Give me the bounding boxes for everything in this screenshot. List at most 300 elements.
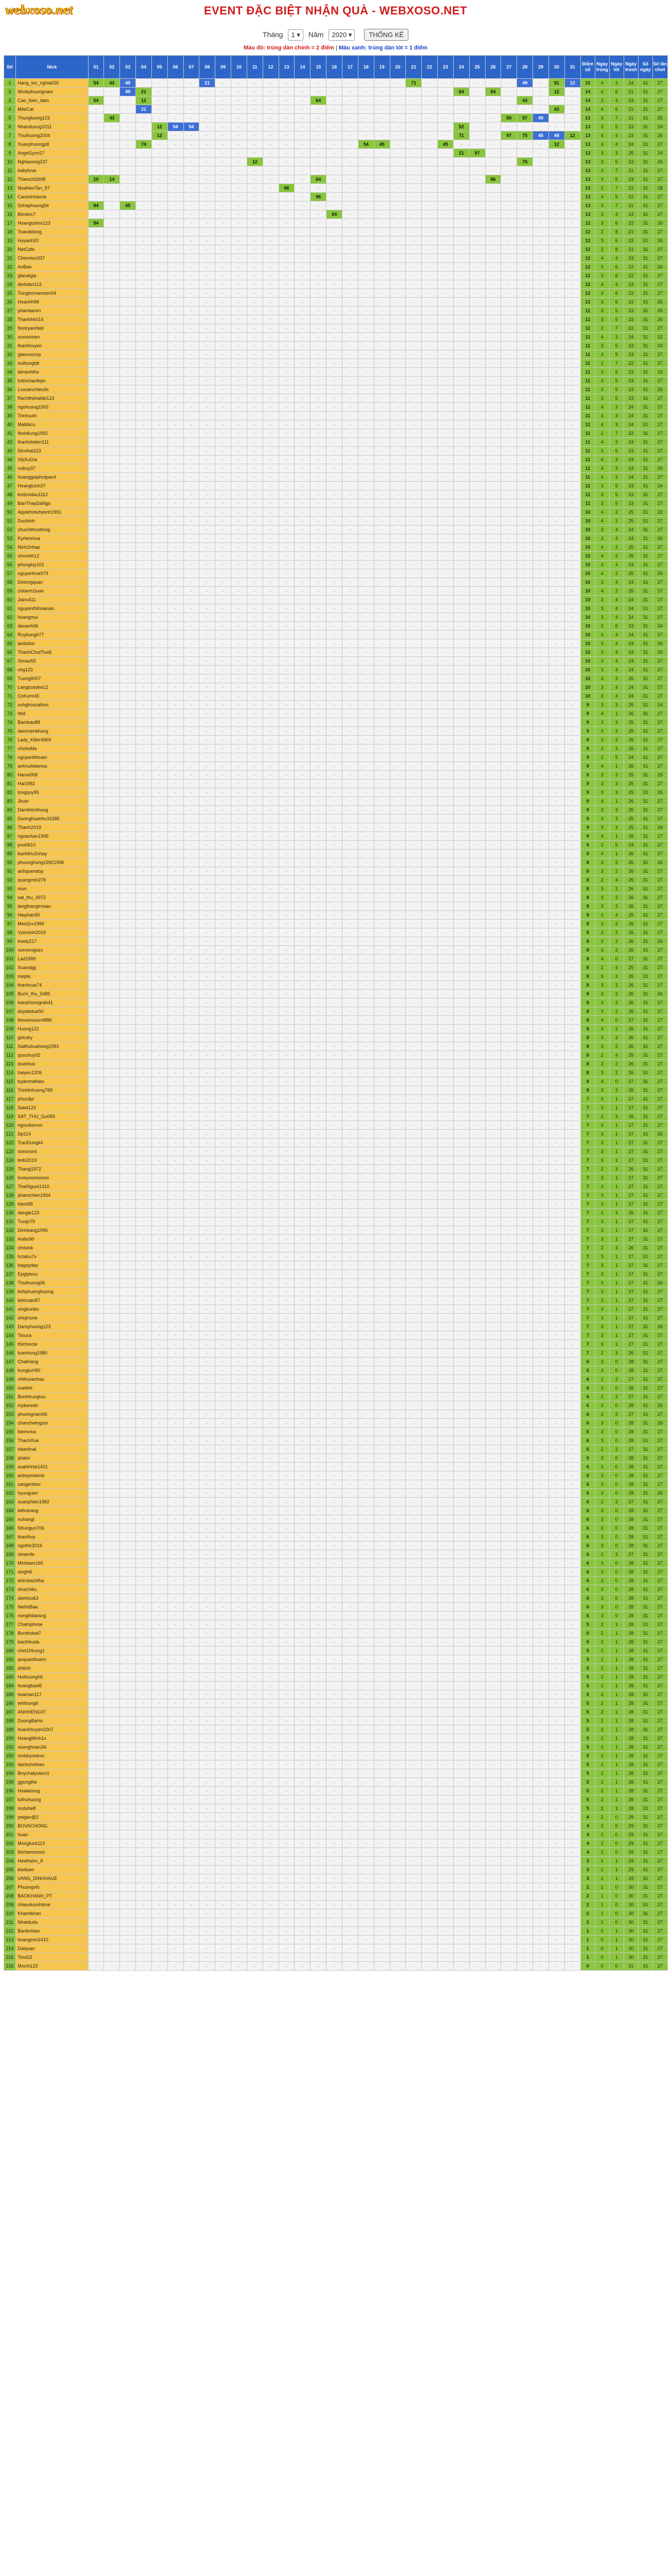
user-nick[interactable]: NetCafe	[16, 245, 88, 254]
day-cell: -	[438, 736, 454, 744]
row-index: 102	[4, 963, 16, 972]
user-nick[interactable]: Ductrinh	[16, 517, 88, 526]
day-cell: -	[501, 88, 517, 96]
user-nick[interactable]: SAT_THU_Gu069	[16, 1112, 88, 1121]
day-cell: -	[358, 1147, 374, 1156]
summary-cell: 2	[595, 753, 609, 762]
user-nick[interactable]: VipXuGia	[16, 455, 88, 464]
user-nick[interactable]: MiteCat	[16, 105, 88, 114]
row-index: 70	[4, 683, 16, 692]
day-cell: -	[438, 587, 454, 596]
user-nick[interactable]: lanbidoc	[16, 639, 88, 648]
user-nick[interactable]: NoaNeoTan_87	[16, 184, 88, 193]
day-cell: -	[151, 692, 167, 701]
day-cell: -	[120, 990, 136, 998]
day-cell: -	[231, 569, 247, 578]
day-cell: -	[247, 88, 263, 96]
day-cell: -	[263, 850, 279, 858]
user-nick[interactable]: kvdzvidau1112	[16, 490, 88, 499]
day-cell: -	[533, 850, 549, 858]
day-cell: -	[295, 963, 311, 972]
user-nick[interactable]: Vyeminh2019	[16, 928, 88, 937]
day-cell: -	[88, 342, 104, 350]
user-nick[interactable]: Saiat123	[16, 1104, 88, 1112]
day-cell: -	[326, 963, 342, 972]
day-cell: -	[326, 850, 342, 858]
day-cell: -	[358, 587, 374, 596]
day-cell: -	[564, 158, 580, 166]
day-cell: -	[390, 736, 406, 744]
day-cell: -	[295, 1069, 311, 1077]
day-cell: -	[342, 867, 358, 876]
day-cell: -	[517, 1069, 533, 1077]
day-cell: -	[438, 1112, 454, 1121]
day-cell: -	[183, 412, 199, 420]
user-nick[interactable]: banhthu2nhay	[16, 850, 88, 858]
user-nick[interactable]: nonononl	[16, 1147, 88, 1156]
day-cell: -	[120, 447, 136, 455]
user-nick[interactable]: phamtamm	[16, 307, 88, 315]
user-nick[interactable]: Lady_Killer4969	[16, 736, 88, 744]
day-cell: 49	[120, 79, 136, 88]
day-cell: -	[88, 499, 104, 508]
user-nick[interactable]: nubuy37	[16, 464, 88, 473]
day-cell: -	[311, 1086, 326, 1095]
user-nick[interactable]: AnBao	[16, 263, 88, 272]
score-cell: 10	[580, 666, 595, 674]
user-nick[interactable]: Nhanduong1011	[16, 123, 88, 131]
user-nick[interactable]: Hanoi068	[16, 771, 88, 779]
month-select[interactable]	[288, 29, 303, 41]
user-nick[interactable]: Cao_bien_dam	[16, 96, 88, 105]
col-header-day: 14	[295, 56, 311, 79]
user-nick[interactable]: xuhghoscathoc	[16, 701, 88, 709]
table-row	[4, 744, 667, 753]
day-cell: -	[390, 771, 406, 779]
user-nick[interactable]: langthangtrnsau	[16, 902, 88, 911]
table-row	[4, 245, 667, 254]
user-nick[interactable]: mepla	[16, 972, 88, 981]
user-nick[interactable]: hbd	[16, 709, 88, 718]
day-cell: -	[422, 298, 438, 307]
summary-cell: 27	[652, 490, 667, 499]
day-cell: -	[167, 1016, 183, 1025]
user-nick[interactable]: tuyenmahieu	[16, 1077, 88, 1086]
day-cell: -	[120, 219, 136, 228]
day-cell: -	[358, 1016, 374, 1025]
user-nick[interactable]: BanThayDaNgo	[16, 499, 88, 508]
day-cell: -	[183, 490, 199, 499]
user-nick[interactable]: nguyenhue979	[16, 569, 88, 578]
day-cell: -	[199, 315, 215, 324]
user-nick[interactable]: vhg123	[16, 666, 88, 674]
day-cell: -	[501, 394, 517, 403]
user-nick[interactable]: quangmin279	[16, 876, 88, 885]
day-cell: -	[199, 526, 215, 534]
day-cell: -	[311, 569, 326, 578]
day-cell: -	[342, 569, 358, 578]
user-nick[interactable]: giaovuoxsp	[16, 350, 88, 359]
day-cell: -	[564, 123, 580, 131]
day-cell: -	[263, 823, 279, 832]
summary-cell: 3	[595, 447, 609, 455]
user-nick[interactable]: Tuong0007	[16, 674, 88, 683]
day-cell: -	[215, 333, 231, 342]
user-nick[interactable]: Thuthuong2004	[16, 131, 88, 140]
day-cell: -	[342, 657, 358, 666]
day-cell: -	[422, 517, 438, 526]
day-cell: -	[247, 517, 263, 526]
day-cell: -	[263, 981, 279, 990]
user-nick[interactable]: Loxuenchieu9x	[16, 385, 88, 394]
day-cell: -	[88, 1025, 104, 1033]
day-cell: -	[104, 604, 120, 613]
table-row	[4, 569, 667, 578]
day-cell: -	[279, 228, 295, 236]
day-cell: -	[295, 937, 311, 946]
day-cell: -	[342, 263, 358, 272]
user-nick[interactable]: Huong122	[16, 1025, 88, 1033]
day-cell: -	[564, 350, 580, 359]
day-cell: -	[517, 657, 533, 666]
day-cell: -	[215, 490, 231, 499]
day-cell: -	[104, 219, 120, 228]
user-nick[interactable]: ngocdiemvn	[16, 1121, 88, 1130]
day-cell: -	[120, 771, 136, 779]
user-nick[interactable]: Huyanh20	[16, 236, 88, 245]
user-nick[interactable]: duydeduaS0	[16, 1007, 88, 1016]
day-cell: -	[247, 561, 263, 569]
day-cell: -	[136, 201, 152, 210]
user-nick[interactable]: Saithuhuahong1991	[16, 1042, 88, 1051]
day-cell: -	[88, 324, 104, 333]
summary-cell: 25	[624, 508, 638, 517]
day-cell: -	[215, 534, 231, 543]
day-cell: -	[151, 604, 167, 613]
summary-cell: 5	[609, 307, 624, 315]
day-cell: -	[183, 1086, 199, 1095]
user-nick[interactable]: proi0610	[16, 841, 88, 850]
col-header-summary: Số lần chơi	[652, 56, 667, 79]
user-nick[interactable]: huihungtdt	[16, 359, 88, 368]
day-cell: -	[374, 727, 390, 736]
user-nick[interactable]: Buch_thu_5485	[16, 990, 88, 998]
user-nick[interactable]: phungluy101	[16, 561, 88, 569]
user-nick[interactable]: CoKuHr45	[16, 692, 88, 701]
day-cell: -	[517, 228, 533, 236]
day-cell: -	[453, 166, 469, 175]
user-nick[interactable]: Duonghuanhu16385	[16, 815, 88, 823]
day-cell: -	[533, 1042, 549, 1051]
user-nick[interactable]: Thanh2019	[16, 823, 88, 832]
day-cell: -	[469, 569, 485, 578]
user-nick[interactable]: Cauminhanne	[16, 193, 88, 201]
day-cell: -	[342, 902, 358, 911]
user-nick[interactable]: tranphonngrab41	[16, 998, 88, 1007]
user-nick[interactable]: giacatgia	[16, 272, 88, 280]
day-cell: -	[215, 1130, 231, 1139]
user-nick[interactable]: Toandidong	[16, 228, 88, 236]
user-nick[interactable]: mun	[16, 885, 88, 893]
user-nick[interactable]: Chinnhoc937	[16, 254, 88, 263]
user-nick[interactable]: thanhcue74	[16, 981, 88, 990]
summary-cell: 31	[638, 736, 652, 744]
day-cell: -	[311, 482, 326, 490]
day-cell: -	[88, 508, 104, 517]
user-nick[interactable]: dinhdan113	[16, 280, 88, 289]
day-cell: -	[263, 1042, 279, 1051]
row-index: 97	[4, 920, 16, 928]
day-cell: -	[453, 604, 469, 613]
day-cell: -	[199, 1139, 215, 1147]
day-cell: -	[548, 342, 564, 350]
day-cell: -	[390, 850, 406, 858]
day-cell: -	[231, 762, 247, 771]
user-nick[interactable]: bobi2019	[16, 1156, 88, 1165]
user-nick[interactable]: Lad1999	[16, 955, 88, 963]
day-cell: -	[390, 815, 406, 823]
day-cell: -	[517, 1051, 533, 1060]
day-cell: -	[263, 806, 279, 815]
user-nick[interactable]: anhquendop	[16, 867, 88, 876]
user-nick[interactable]: thanhdotien111	[16, 438, 88, 447]
day-cell: -	[358, 876, 374, 885]
user-nick[interactable]: Bimdoc7	[16, 210, 88, 219]
day-cell: -	[295, 280, 311, 289]
summary-cell: 5	[609, 385, 624, 394]
summary-cell: 31	[638, 245, 652, 254]
user-nick[interactable]: Jhuin	[16, 797, 88, 806]
day-cell: -	[151, 219, 167, 228]
day-cell: -	[151, 175, 167, 184]
user-nick[interactable]: Applehotuhyenh1991	[16, 508, 88, 517]
day-cell: -	[533, 149, 549, 158]
user-nick[interactable]: Jianv411	[16, 596, 88, 604]
user-nick[interactable]: Kyrtenmua	[16, 534, 88, 543]
user-nick[interactable]: Bambao88	[16, 718, 88, 727]
day-cell: -	[136, 613, 152, 622]
day-cell: 64	[311, 175, 326, 184]
day-cell: -	[263, 736, 279, 744]
row-index: 46	[4, 473, 16, 482]
user-nick[interactable]: duvkhuo	[16, 1060, 88, 1069]
day-cell: -	[564, 245, 580, 254]
day-cell: -	[215, 674, 231, 683]
site-logo[interactable]: webxoso.net	[5, 2, 73, 17]
user-nick[interactable]: Hoanhh98	[16, 298, 88, 307]
day-cell: -	[406, 981, 422, 990]
score-cell: 11	[580, 499, 595, 508]
day-cell: -	[88, 412, 104, 420]
user-nick[interactable]: dannnenkhung	[16, 727, 88, 736]
day-cell: -	[263, 639, 279, 648]
day-cell: -	[199, 368, 215, 377]
user-nick[interactable]: Hiephan90	[16, 911, 88, 920]
user-nick[interactable]: nguyenthhuan	[16, 753, 88, 762]
day-cell: -	[564, 876, 580, 885]
year-select[interactable]	[329, 29, 355, 41]
user-nick[interactable]: Angel1ynn27	[16, 149, 88, 158]
day-cell: -	[469, 876, 485, 885]
day-cell: -	[485, 1139, 501, 1147]
user-nick[interactable]: ThanhChutTiva5	[16, 648, 88, 657]
day-cell: 64	[453, 88, 469, 96]
user-nick[interactable]: ngoanhan1995	[16, 832, 88, 841]
summary-cell: 3	[595, 123, 609, 131]
day-cell: -	[311, 692, 326, 701]
day-cell: -	[358, 175, 374, 184]
day-cell: -	[358, 902, 374, 911]
user-nick[interactable]: Rachthehatde123	[16, 394, 88, 403]
table-row	[4, 622, 667, 631]
table-row	[4, 482, 667, 490]
day-cell: -	[247, 823, 263, 832]
user-nick[interactable]: longquy95	[16, 788, 88, 797]
user-nick[interactable]: Dinohai223	[16, 447, 88, 455]
row-index: 78	[4, 753, 16, 762]
user-nick[interactable]: phucdpi	[16, 1095, 88, 1104]
day-cell: -	[104, 455, 120, 464]
user-nick[interactable]: nhohoMe	[16, 744, 88, 753]
summary-cell: 31	[638, 613, 652, 622]
day-cell: -	[231, 123, 247, 131]
user-nick[interactable]: Hang_loc_nghia025	[16, 79, 88, 88]
user-nick[interactable]: Meo2cv1999	[16, 920, 88, 928]
day-cell: -	[469, 307, 485, 315]
user-nick[interactable]: Nooryanhkid	[16, 324, 88, 333]
day-cell: -	[438, 88, 454, 96]
user-nick[interactable]: chuchithooltong	[16, 526, 88, 534]
user-nick[interactable]: Ninh2nhap	[16, 543, 88, 552]
day-cell: -	[390, 552, 406, 561]
day-cell: -	[183, 604, 199, 613]
day-cell: -	[358, 88, 374, 96]
user-nick[interactable]: thanhhuyen	[16, 342, 88, 350]
user-nick[interactable]: tienanhths	[16, 368, 88, 377]
user-nick[interactable]: nunnongsex	[16, 946, 88, 955]
summary-cell: 3	[595, 175, 609, 184]
user-nick[interactable]: Mabbicu	[16, 420, 88, 429]
summary-cell: 27	[652, 359, 667, 368]
day-cell: -	[564, 184, 580, 193]
user-nick[interactable]: deoanh96	[16, 622, 88, 631]
day-cell: -	[374, 473, 390, 482]
user-nick[interactable]: Simao55	[16, 657, 88, 666]
user-nick[interactable]: Thungluong123	[16, 114, 88, 123]
user-nick[interactable]: ngohuong1502	[16, 403, 88, 412]
day-cell: -	[279, 429, 295, 438]
summary-cell: 5	[609, 158, 624, 166]
user-nick[interactable]: Thienchi2608	[16, 175, 88, 184]
row-index: 73	[4, 709, 16, 718]
user-nick[interactable]: vhoneth12	[16, 552, 88, 561]
user-nick[interactable]: Nhokphuongnam	[16, 88, 88, 96]
user-nick[interactable]: nguyenthihoaluan	[16, 604, 88, 613]
day-cell: -	[104, 1086, 120, 1095]
user-nick[interactable]: hoanggiaphutpan4	[16, 473, 88, 482]
user-nick[interactable]: Damthtmthung	[16, 806, 88, 815]
summary-cell: 27	[652, 105, 667, 114]
user-nick[interactable]: quochuy92	[16, 1051, 88, 1060]
day-cell: -	[311, 604, 326, 613]
day-cell: -	[406, 254, 422, 263]
day-cell: -	[390, 420, 406, 429]
day-cell: -	[501, 674, 517, 683]
day-cell: -	[104, 96, 120, 105]
user-nick[interactable]: TranDungk4	[16, 1139, 88, 1147]
summary-cell: 3	[609, 473, 624, 482]
user-nick[interactable]: Tungtonnamson04	[16, 289, 88, 298]
day-cell: -	[485, 490, 501, 499]
user-nick[interactable]: tuttochaofeps	[16, 377, 88, 385]
user-nick[interactable]: Trinhtrihuong789	[16, 1086, 88, 1095]
day-cell: -	[215, 420, 231, 429]
day-cell: -	[533, 88, 549, 96]
user-nick[interactable]: Xuandgg	[16, 963, 88, 972]
user-nick[interactable]: haiyen1209	[16, 1069, 88, 1077]
user-nick[interactable]: chitanh1luan	[16, 587, 88, 596]
user-nick[interactable]: Dp114	[16, 1130, 88, 1139]
user-nick[interactable]: Thanhhk014	[16, 315, 88, 324]
user-nick[interactable]: Dotongquan	[16, 578, 88, 587]
day-cell: -	[485, 692, 501, 701]
day-cell: -	[374, 797, 390, 806]
day-cell: -	[342, 272, 358, 280]
day-cell: -	[120, 96, 136, 105]
user-nick[interactable]: Sshaphuong94	[16, 201, 88, 210]
day-cell: -	[136, 718, 152, 727]
user-nick[interactable]: Hoangtuhmi123	[16, 219, 88, 228]
day-cell: -	[231, 105, 247, 114]
user-nick[interactable]: tnedy217	[16, 937, 88, 946]
user-nick[interactable]: hoangmui	[16, 613, 88, 622]
user-nick[interactable]: xoxoximen	[16, 333, 88, 342]
user-nick[interactable]: sat_thu_4972	[16, 893, 88, 902]
stat-button[interactable]: THỐNG KÊ	[364, 29, 408, 41]
user-nick[interactable]: girlcdry	[16, 1033, 88, 1042]
user-nick[interactable]: babylove	[16, 166, 88, 175]
day-cell: -	[517, 911, 533, 920]
user-nick[interactable]: Ruybungh77	[16, 631, 88, 639]
user-nick[interactable]: Xuanphuongp8	[16, 140, 88, 149]
day-cell: -	[533, 1112, 549, 1121]
table-row	[4, 307, 667, 315]
day-cell: -	[295, 788, 311, 797]
user-nick[interactable]: thoxenvuon4886	[16, 1016, 88, 1025]
day-cell: -	[406, 832, 422, 841]
day-cell: -	[533, 946, 549, 955]
user-nick[interactable]: Langtustoke12	[16, 683, 88, 692]
day-cell: -	[215, 1139, 231, 1147]
day-cell: -	[374, 534, 390, 543]
summary-cell: 4	[595, 517, 609, 526]
user-nick[interactable]: Ikelokung1992	[16, 429, 88, 438]
user-nick[interactable]: phuonghung19921996	[16, 858, 88, 867]
user-nick[interactable]: anhnuhbienna	[16, 762, 88, 771]
day-cell: -	[485, 1095, 501, 1104]
day-cell: -	[390, 210, 406, 219]
table-row	[4, 955, 667, 963]
day-cell: -	[167, 1077, 183, 1086]
user-nick[interactable]: Hai1992	[16, 779, 88, 788]
day-cell: -	[215, 587, 231, 596]
day-cell: -	[406, 429, 422, 438]
user-nick[interactable]: Nghiavong237	[16, 158, 88, 166]
day-cell: -	[422, 289, 438, 298]
user-nick[interactable]: Trinhvutn	[16, 412, 88, 420]
day-cell: -	[104, 368, 120, 377]
user-nick[interactable]: Hoangtunh37	[16, 482, 88, 490]
